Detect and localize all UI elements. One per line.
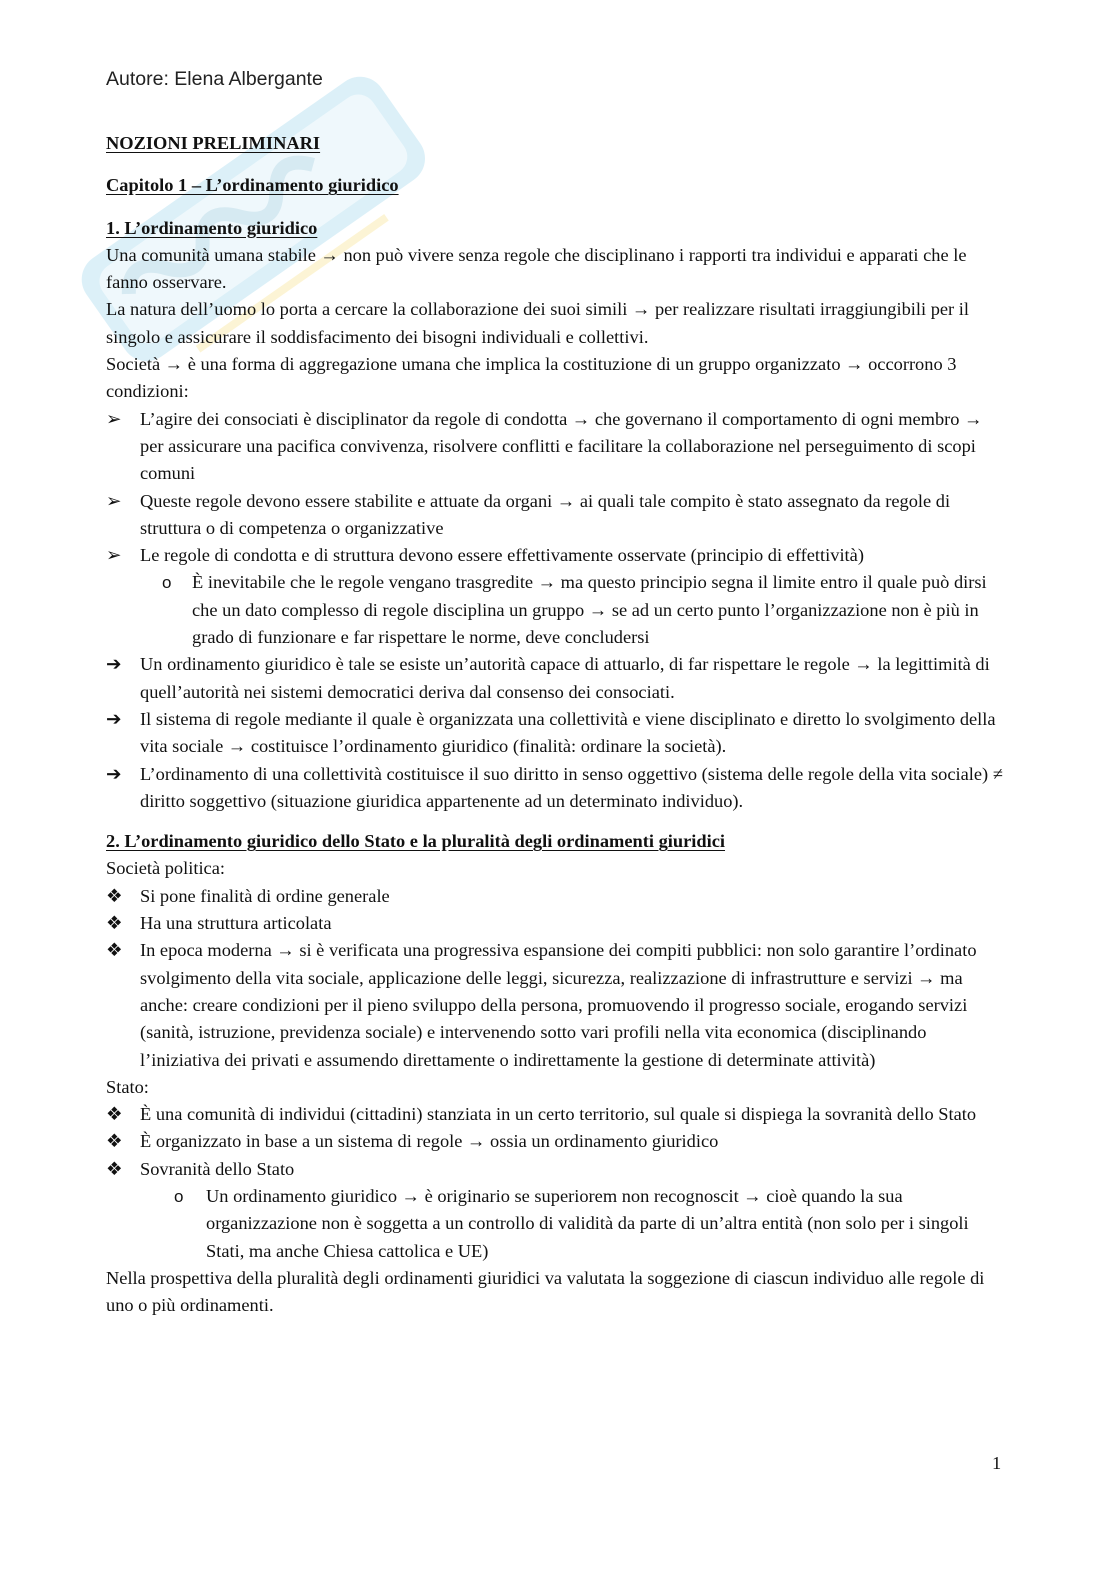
- list-item: [106, 651, 1006, 706]
- closing-paragraph: Nella prospettiva della pluralità degli ordinamenti giuridici va valutata la soggezione di ciascun individuo alle regole di uno o più ordinamenti.: [106, 1267, 985, 1316]
- list-item: [106, 1128, 1006, 1155]
- list-item: [106, 406, 1006, 488]
- diamond-bullet-icon: ❖: [106, 1104, 123, 1125]
- list-item-text: Le regole di condotta e di struttura devono essere effettivamente osservate (principio di effettività): [140, 545, 864, 566]
- list-item: [106, 542, 1006, 569]
- list-item: [106, 706, 1006, 761]
- main-heading: NOZIONI PRELIMINARI: [106, 133, 321, 153]
- diamond-bullet-icon: ❖: [106, 1131, 123, 1152]
- stato-list: [106, 1101, 1006, 1183]
- section-2: [106, 828, 1006, 1319]
- list-item: [106, 569, 1006, 651]
- societa-label: Società politica:: [106, 858, 225, 879]
- circle-bullet-icon: o: [162, 573, 172, 593]
- conditions-list: [106, 406, 1006, 570]
- list-item-text: È una comunità di individui (cittadini) stanziata in un certo territorio, sul quale si dispiega la sovranità dello Stato: [140, 1104, 977, 1125]
- arrowhead-bullet-icon: ➢: [106, 408, 122, 429]
- list-item-text: In epoca moderna → si è verificata una progressiva espansione dei compiti pubblici: non solo garantire l’ordinato svolgimento della vita sociale, applicazione delle leggi, sicurezza, realizzazione di infrastrutture e servizi → ma anche: creare condizioni per il pieno sviluppo della persona, promuovendo il progresso sociale, erogando servizi (sanità, istruzione, previdenza sociale) e intervenendo sotto vari profili nella vita economica (disciplinando l’iniziativa dei privati e assumendo direttamente o indirettamente la gestione di determinate attività): [140, 940, 977, 1070]
- arrowhead-bullet-icon: ➢: [106, 490, 122, 511]
- arrow-bullet-icon: ➔: [106, 763, 122, 784]
- societa-list: [106, 883, 1006, 1074]
- arrowhead-bullet-icon: ➢: [106, 545, 122, 566]
- author-line: Autore: Elena Albergante: [106, 68, 323, 90]
- paragraph: Società → è una forma di aggregazione umana che implica la costituzione di un gruppo organizzato → occorrono 3 condizioni:: [106, 354, 957, 402]
- conditions-sublist: [106, 569, 1006, 651]
- chapter-heading: Capitolo 1 – L’ordinamento giuridico: [106, 175, 399, 196]
- list-item: [106, 910, 1006, 937]
- stato-label: Stato:: [106, 1076, 149, 1097]
- section-2-title: 2. L’ordinamento giuridico dello Stato e la pluralità degli ordinamenti giuridici: [106, 831, 726, 852]
- list-item: [106, 1156, 1006, 1183]
- list-item: [106, 1183, 1006, 1265]
- page-number: 1: [992, 1453, 1002, 1473]
- circle-bullet-icon: o: [174, 1186, 184, 1206]
- arrow-bullet-icon: ➔: [106, 654, 122, 675]
- list-item-text: L’ordinamento di una collettività costituisce il suo diritto in senso oggettivo (sistema delle regole della vita sociale) ≠ diritto soggettivo (situazione giuridica appartenente ad un determinato individuo).: [140, 763, 1003, 811]
- list-item: [106, 883, 1006, 910]
- stato-sublist: [106, 1183, 1006, 1265]
- section-1: [106, 215, 1006, 816]
- list-item-text: Un ordinamento giuridico è tale se esiste un’autorità capace di attuarlo, di far rispettare le regole → la legittimità di quell’autorità nei sistemi democratici deriva dal consenso dei consociati.: [140, 654, 990, 702]
- diamond-bullet-icon: ❖: [106, 913, 123, 934]
- diamond-bullet-icon: ❖: [106, 885, 123, 906]
- list-item-text: Queste regole devono essere stabilite e attuate da organi → ai quali tale compito è stato assegnato da regole di struttura o di competenza o organizzative: [140, 490, 951, 538]
- list-item-text: Il sistema di regole mediante il quale è organizzata una collettività e viene disciplinato e diretto lo svolgimento della vita sociale → costituisce l’ordinamento giuridico (finalità: ordinare la società).: [140, 708, 996, 757]
- list-item-text: Si pone finalità di ordine generale: [140, 885, 390, 906]
- document-body: [106, 130, 1006, 1319]
- list-item: [106, 761, 1006, 816]
- arrow-bullet-icon: ➔: [106, 708, 122, 729]
- list-item: [106, 937, 1006, 1073]
- diamond-bullet-icon: ❖: [106, 1158, 123, 1179]
- list-item-text: L’agire dei consociati è disciplinator da regole di condotta → che governano il comportamento di ogni membro → per assicurare una pacifica convivenza, risolvere conflitti e facilitare la collaborazione nel perseguimento di scopi comuni: [140, 408, 983, 484]
- diamond-bullet-icon: ❖: [106, 940, 123, 961]
- paragraph: La natura dell’uomo lo porta a cercare la collaborazione dei suoi simili → per realizzare risultati irraggiungibili per il singolo e assicurare il soddisfacimento dei bisogni individuali e collettivi.: [106, 299, 969, 347]
- conclusions-list: [106, 651, 1006, 815]
- list-item-text: È organizzato in base a un sistema di regole → ossia un ordinamento giuridico: [140, 1131, 719, 1152]
- paragraph: Una comunità umana stabile → non può vivere senza regole che disciplinano i rapporti tra individui e apparati che le fanno osservare.: [106, 244, 967, 293]
- list-item: [106, 1101, 1006, 1128]
- list-item-text: È inevitabile che le regole vengano trasgredite → ma questo principio segna il limite entro il quale può dirsi che un dato complesso di regole disciplina un gruppo → se ad un certo punto l’organizzazione non è più in grado di funzionare e far rispettare le norme, deve concludersi: [192, 572, 987, 648]
- list-item-text: Un ordinamento giuridico → è originario se superiorem non recognoscit → cioè quando la sua organizzazione non è soggetta a un controllo di validità da parte di un’altra entità (non solo per i singoli Stati, ma anche Chiesa cattolica e UE): [206, 1185, 969, 1261]
- list-item: [106, 488, 1006, 543]
- list-item-text: Sovranità dello Stato: [140, 1158, 295, 1179]
- list-item-text: Ha una struttura articolata: [140, 913, 332, 934]
- section-1-title: 1. L’ordinamento giuridico: [106, 217, 318, 238]
